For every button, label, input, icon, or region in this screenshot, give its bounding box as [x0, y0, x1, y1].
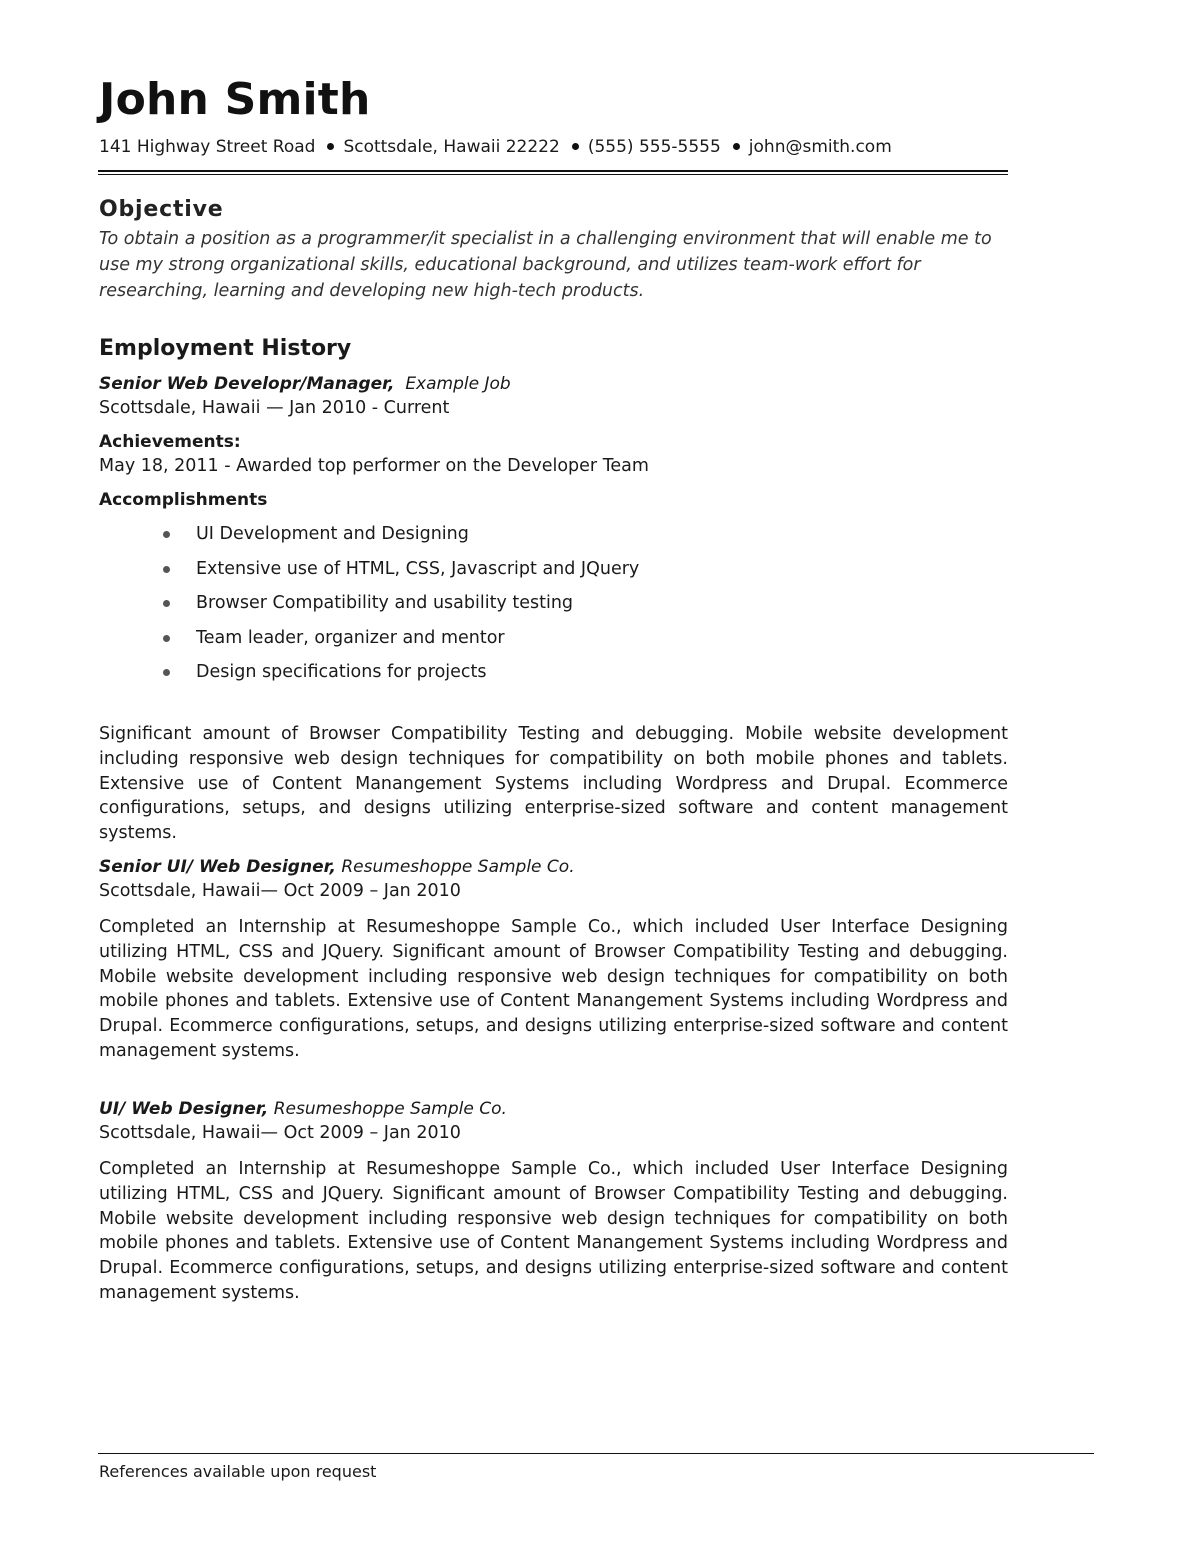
list-item-text: Browser Compatibility and usability testing	[196, 593, 574, 613]
separator-dot-icon	[733, 143, 740, 150]
job-title-line	[99, 372, 1008, 396]
contact-city: Scottsdale, Hawaii 22222	[343, 137, 560, 157]
job-description-1: Significant amount of Browser Compatibility Testing and debugging. Mobile website development including responsive web design techniques for compatibility on both mobile phones and tablets. Extensive use of Content Manangement Systems including Wordpress and Drupal. Ecommerce configurations, setups, and designs utilizing enterprise-sized software and content management systems.	[99, 724, 1008, 844]
job-location-dates: Scottsdale, Hawaii— Oct 2009 – Jan 2010	[99, 881, 461, 901]
list-item	[99, 626, 1008, 661]
bullet-icon	[163, 635, 170, 642]
accomplishments-list	[99, 522, 1008, 695]
accomplishments-heading: Accomplishments	[99, 490, 268, 510]
job-title: Senior Web Developr/Manager,	[99, 374, 395, 394]
list-item	[99, 557, 1008, 592]
job-title: Senior UI/ Web Designer,	[99, 857, 336, 877]
header-divider-thick	[98, 170, 1008, 172]
bullet-icon	[163, 669, 170, 676]
job-company: Resumeshoppe Sample Co.	[273, 1099, 507, 1119]
job-location-dates: Scottsdale, Hawaii — Jan 2010 - Current	[99, 398, 450, 418]
bullet-icon	[163, 600, 170, 607]
contact-line	[99, 136, 1019, 158]
job-description-2: Completed an Internship at Resumeshoppe Sample Co., which included User Interface Designing utilizing HTML, CSS and JQuery. Significant amount of Browser Compatibility Testing and debugging. Mobile website development including responsive web design techniques for compatibility on both mobile phones and tablets. Extensive use of Content Manangement Systems including Wordpress and Drupal. Ecommerce configurations, setups, and designs utilizing enterprise-sized software and content management systems.	[99, 917, 1008, 1061]
contact-phone: (555) 555-5555	[587, 137, 721, 157]
job-entry-3	[99, 1097, 1008, 1146]
bullet-icon	[163, 531, 170, 538]
list-item-text: Team leader, organizer and mentor	[196, 627, 505, 648]
job-title: UI/ Web Designer,	[99, 1099, 269, 1119]
separator-dot-icon	[327, 143, 334, 150]
list-item-text: Design specifications for projects	[196, 662, 487, 682]
objective-heading: Objective	[99, 197, 224, 222]
list-item	[99, 591, 1008, 626]
job-location-dates: Scottsdale, Hawaii— Oct 2009 – Jan 2010	[99, 1123, 461, 1143]
separator-dot-icon	[572, 143, 579, 150]
objective-text: To obtain a position as a programmer/it specialist in a challenging environment that will enable me to use my strong organizational skills, educational background, and utilizes team-work effort for researching, learning and developing new high-tech products.	[99, 229, 992, 301]
job-description-3: Completed an Internship at Resumeshoppe Sample Co., which included User Interface Designing utilizing HTML, CSS and JQuery. Significant amount of Browser Compatibility Testing and debugging. Mobile website development including responsive web design techniques for compatibility on both mobile phones and tablets. Extensive use of Content Manangement Systems including Wordpress and Drupal. Ecommerce configurations, setups, and designs utilizing enterprise-sized software and content management systems.	[99, 1159, 1008, 1303]
achievement-item: May 18, 2011 - Awarded top performer on the Developer Team	[99, 456, 649, 476]
candidate-name: John Smith	[99, 74, 371, 125]
list-item	[99, 522, 1008, 557]
job-company: Example Job	[405, 374, 511, 394]
contact-address: 141 Highway Street Road	[99, 137, 316, 157]
list-item-text: Extensive use of HTML, CSS, Javascript and JQuery	[196, 558, 640, 579]
contact-email: john@smith.com	[748, 137, 892, 157]
list-item-text: UI Development and Designing	[196, 524, 469, 544]
footer-references: References available upon request	[99, 1462, 377, 1481]
job-entry-1	[99, 372, 1008, 695]
list-item	[99, 660, 1008, 695]
achievements-heading: Achievements:	[99, 432, 241, 452]
job-title-line	[99, 1097, 1008, 1121]
bullet-icon	[163, 566, 170, 573]
employment-heading: Employment History	[99, 336, 352, 361]
job-title-line	[99, 855, 1008, 879]
job-entry-2	[99, 855, 1008, 904]
footer-divider	[98, 1453, 1094, 1454]
job-company: Resumeshoppe Sample Co.	[341, 857, 575, 877]
header-divider-thin	[98, 174, 1008, 175]
